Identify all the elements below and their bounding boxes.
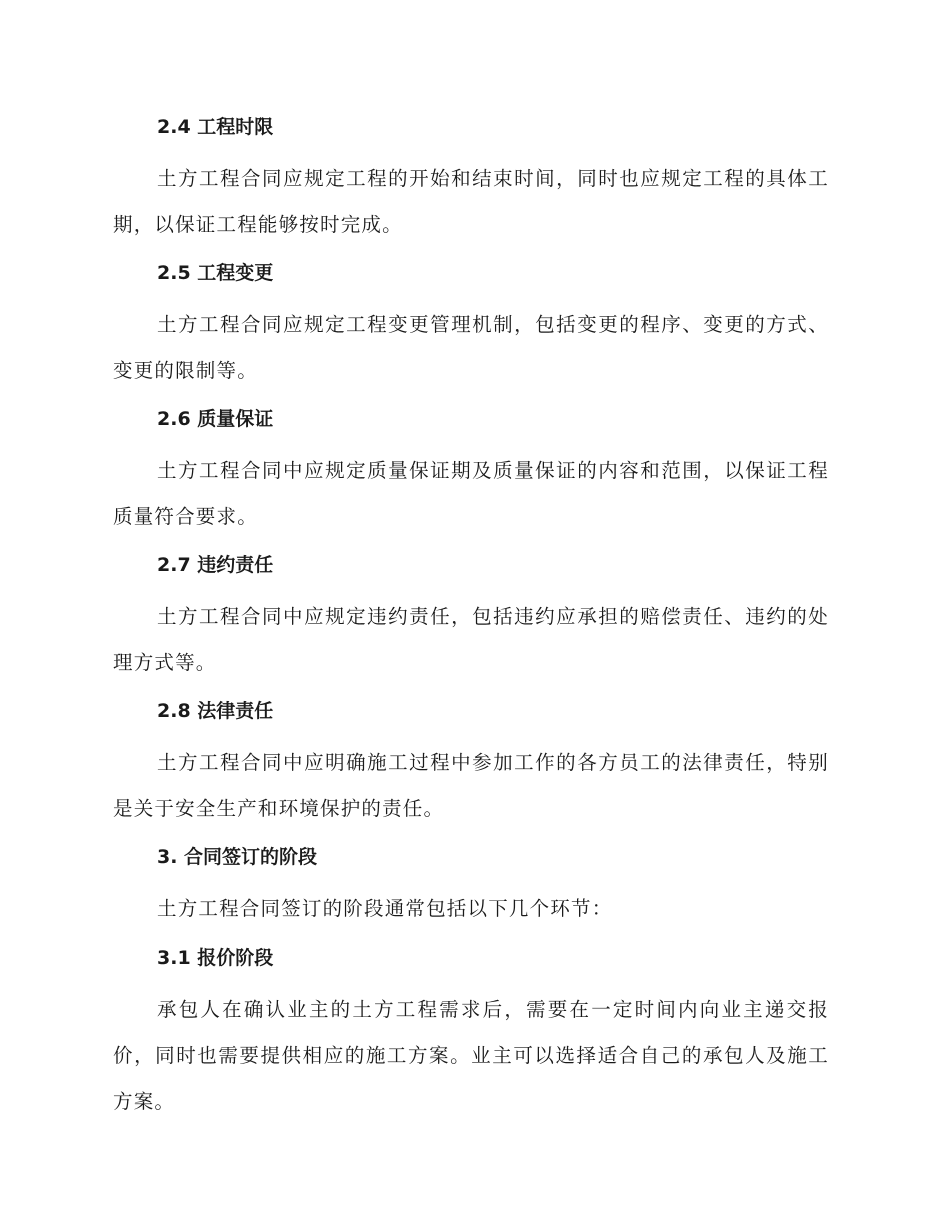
section-body-2-4: 土方工程合同应规定工程的开始和结束时间，同时也应规定工程的具体工期，以保证工程能够按时完成。 [113, 167, 829, 236]
section-heading-3: 3. 合同签订的阶段 [157, 846, 318, 868]
section-body-2-8: 土方工程合同中应明确施工过程中参加工作的各方员工的法律责任，特别是关于安全生产和环境保护的责任。 [113, 751, 829, 820]
section-body-2-7: 土方工程合同中应规定违约责任，包括违约应承担的赔偿责任、违约的处理方式等。 [113, 605, 829, 674]
section-heading-2-8: 2.8 法律责任 [157, 700, 274, 722]
section-heading-3-1: 3.1 报价阶段 [157, 947, 274, 969]
section-body-2-6: 土方工程合同中应规定质量保证期及质量保证的内容和范围，以保证工程质量符合要求。 [113, 459, 829, 528]
section-heading-2-6: 2.6 质量保证 [157, 408, 274, 430]
section-body-3-1: 承包人在确认业主的土方工程需求后，需要在一定时间内向业主递交报价，同时也需要提供相应的施工方案。业主可以选择适合自己的承包人及施工方案。 [113, 998, 829, 1113]
section-heading-2-7: 2.7 违约责任 [157, 554, 274, 576]
section-heading-2-5: 2.5 工程变更 [157, 262, 274, 284]
section-heading-2-4: 2.4 工程时限 [157, 116, 274, 138]
section-body-3: 土方工程合同签订的阶段通常包括以下几个环节： [157, 897, 613, 920]
section-body-2-5: 土方工程合同应规定工程变更管理机制，包括变更的程序、变更的方式、变更的限制等。 [113, 313, 829, 382]
